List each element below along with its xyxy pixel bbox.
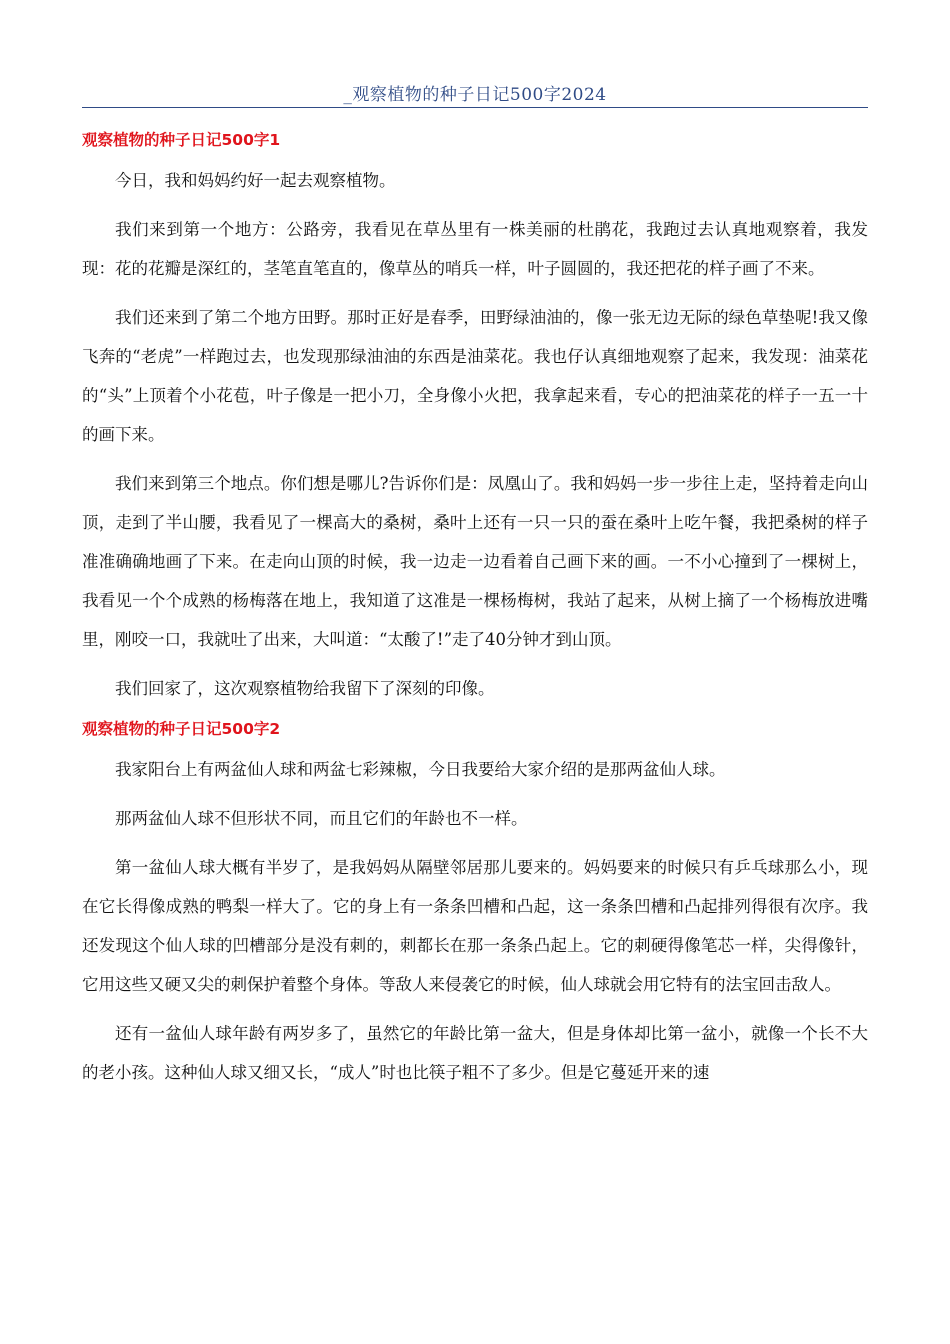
paragraph: 那两盆仙人球不但形状不同，而且它们的年龄也不一样。 <box>115 809 528 828</box>
paragraph: 今日，我和妈妈约好一起去观察植物。 <box>115 171 396 190</box>
page-header <box>82 0 868 108</box>
paragraph: 第一盆仙人球大概有半岁了，是我妈妈从隔壁邻居那儿要来的。妈妈要来的时候只有乒乓球那么小，现在它长得像成熟的鸭梨一样大了。它的身上有一条条凹槽和凸起，这一条条凹槽和凸起排列得很有次序。我还发现这个仙人球的凹槽部分是没有刺的，刺都长在那一条条凸起上。它的刺硬得像笔芯一样，尖得像针，它用这些又硬又尖的刺保护着整个身体。等敌人来侵袭它的时候，仙人球就会用它特有的法宝回击敌人。 <box>82 858 868 994</box>
section-title-2: 观察植物的种子日记500字2 <box>82 720 281 738</box>
section-body-1 <box>82 161 868 708</box>
section-body-2 <box>82 750 868 1092</box>
paragraph: 我们还来到了第二个地方田野。那时正好是春季，田野绿油油的，像一张无边无际的绿色草垫呢!我又像飞奔的“老虎”一样跑过去，也发现那绿油油的东西是油菜花。我也仔认真细地观察了起来，我发现：油菜花的“头”上顶着个小花苞，叶子像是一把小刀，全身像小火把，我拿起来看，专心的把油菜花的样子一五一十的画下来。 <box>82 308 868 444</box>
paragraph: 还有一盆仙人球年龄有两岁多了，虽然它的年龄比第一盆大，但是身体却比第一盆小，就像一个长不大的老小孩。这种仙人球又细又长，“成人”时也比筷子粗不了多少。但是它蔓延开来的速 <box>82 1024 868 1082</box>
paragraph: 我们来到第一个地方：公路旁，我看见在草丛里有一株美丽的杜鹃花，我跑过去认真地观察着，我发现：花的花瓣是深红的，茎笔直笔直的，像草丛的哨兵一样，叶子圆圆的，我还把花的样子画了不来。 <box>82 220 868 278</box>
header-title: _观察植物的种子日记500字2024 <box>343 85 607 105</box>
paragraph: 我们来到第三个地点。你们想是哪儿?告诉你们是：凤凰山了。我和妈妈一步一步往上走，坚持着走向山顶，走到了半山腰，我看见了一棵高大的桑树，桑叶上还有一只一只的蚕在桑叶上吃午餐，我把桑树的样子准准确确地画了下来。在走向山顶的时候，我一边走一边看着自己画下来的画。一不小心撞到了一棵树上，我看见一个个成熟的杨梅落在地上，我知道了这准是一棵杨梅树，我站了起来，从树上摘了一个杨梅放进嘴里，刚咬一口，我就吐了出来，大叫道：“太酸了!”走了40分钟才到山顶。 <box>82 474 868 649</box>
paragraph: 我家阳台上有两盆仙人球和两盆七彩辣椒，今日我要给大家介绍的是那两盆仙人球。 <box>115 760 726 779</box>
section-title-1: 观察植物的种子日记500字1 <box>82 131 281 149</box>
document-page <box>82 0 868 1092</box>
paragraph: 我们回家了，这次观察植物给我留下了深刻的印像。 <box>115 679 495 698</box>
